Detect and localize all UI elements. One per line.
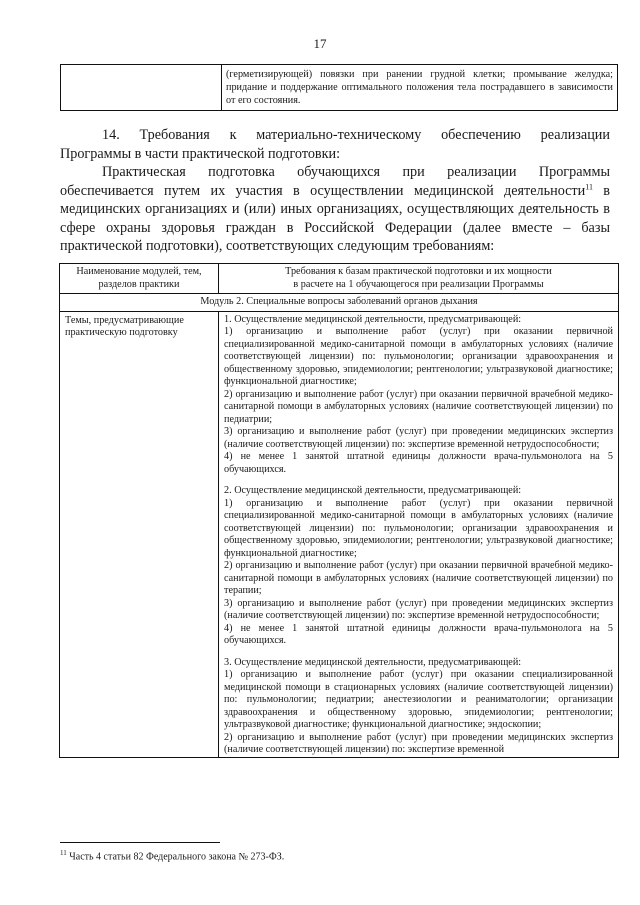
- empty-cell: [61, 65, 222, 111]
- requirements-table: [59, 263, 619, 758]
- block-title: 2. Осуществление медицинской деятельности, предусматривающей:: [224, 485, 522, 496]
- list-item: 4) не менее 1 занятой штатной единицы должности врача-пульмонолога на 5 обучающихся.: [224, 451, 613, 475]
- section-14-heading: [60, 126, 610, 163]
- requirements-block-3: [224, 657, 613, 757]
- header-requirements: [219, 264, 619, 294]
- list-item: 3) организацию и выполнение работ (услуг) при проведении медицинских экспертиз (наличие соответствующей лицензии) по: экспертизе временной нетрудоспособности;: [224, 597, 613, 621]
- block-title: 1. Осуществление медицинской деятельности, предусматривающей:: [224, 313, 522, 325]
- header-requirements-line1: Требования к базам практической подготовки и их мощности: [285, 266, 552, 277]
- table-header-row: [60, 264, 619, 294]
- list-item: 2) организацию и выполнение работ (услуг) при проведении медицинских экспертиз (наличие соответствующей лицензии) по: экспертизе временной: [224, 731, 613, 755]
- topic-cell: Темы, предусматривающие практическую подготовку: [60, 311, 219, 757]
- list-item: 3) организацию и выполнение работ (услуг) при проведении медицинских экспертиз (наличие соответствующей лицензии) по: экспертизе временной нетрудоспособности;: [224, 426, 613, 450]
- footnote-reference: 11: [585, 181, 593, 191]
- section-14-line2: Программы в части практической подготовки:: [60, 145, 341, 162]
- paragraph-text-after-ref: в медицинских организациях и (или) иных организациях, осуществляющих деятельность в сфере охраны здоровья граждан в Российской Федерации (далее вместе – базы практической подготовки), соответствующих следующим требованиям:: [60, 182, 610, 254]
- footnote: [60, 849, 284, 862]
- list-item: 1) организацию и выполнение работ (услуг) при оказании специализированной медицинской помощи в стационарных условиях (наличие соответствующей лицензии) по: пульмонологии; педиатрии; анестезиологии и реаниматологии; организации здравоохранения и общественному здоровью, эпидемиологии; рентгенологии; ультразвуковой диагностике; функциональной диагностике; эндоскопии;: [224, 669, 613, 730]
- continuation-table: [60, 64, 618, 111]
- header-modules: Наименование модулей, тем, разделов практики: [60, 264, 219, 294]
- module-row: [60, 294, 619, 312]
- list-item: 2) организацию и выполнение работ (услуг) при оказании первичной врачебной медико-санитарной помощи в амбулаторных условиях (наличие соответствующей лицензии) по терапии;: [224, 560, 613, 596]
- table-row: [60, 311, 619, 757]
- page-number: 17: [313, 36, 327, 51]
- requirements-block-1: [224, 314, 613, 477]
- practical-training-paragraph: [60, 163, 610, 256]
- footnote-text: Часть 4 статьи 82 Федерального закона № 273-ФЗ.: [66, 851, 285, 863]
- header-requirements-line2: в расчете на 1 обучающегося при реализации Программы: [293, 278, 544, 290]
- section-14-line1: 14. Требования к материально-техническому обеспечению реализации: [102, 127, 610, 143]
- list-item: 1) организацию и выполнение работ (услуг) при оказании первичной специализированной медико-санитарной помощи в амбулаторных условиях (наличие соответствующей лицензии) по: пульмонологии; организации здравоохранения и общественному здоровью, эпидемиологии; рентгенологии; ультразвуковой диагностике; функциональной диагностике;: [224, 497, 613, 559]
- footnote-mark: 11: [60, 849, 67, 857]
- table-row: [61, 65, 618, 111]
- requirements-cell: [219, 311, 619, 757]
- list-item: 2) организацию и выполнение работ (услуг) при оказании первичной врачебной медико-санитарной помощи в амбулаторных условиях (наличие соответствующей лицензии) по педиатрии;: [224, 388, 613, 425]
- paragraph-text-before-ref: Практическая подготовка обучающихся при реализации Программы обеспечивается путем их участия в осуществлении медицинской деятельности: [60, 164, 610, 199]
- requirements-block-2: [224, 485, 613, 648]
- list-item: 1) организацию и выполнение работ (услуг) при оказании первичной специализированной медико-санитарной помощи в амбулаторных условиях (наличие соответствующей лицензии) по: пульмонологии; организации здравоохранения и общественному здоровью, эпидемиологии; рентгенологии; ультразвуковой диагностике; функциональной диагностике;: [224, 326, 613, 387]
- block-title: 3. Осуществление медицинской деятельности, предусматривающей:: [224, 656, 522, 668]
- module-title: Модуль 2. Специальные вопросы заболеваний органов дыхания: [60, 294, 619, 312]
- footnote-divider: [60, 842, 220, 843]
- list-item: 4) не менее 1 занятой штатной единицы должности врача-пульмонолога на 5 обучающихся.: [224, 622, 613, 646]
- continuation-cell: (герметизирующей) повязки при ранении грудной клетки; промывание желудка; придание и поддержание оптимального положения тела пострадавшего в зависимости от его состояния.: [222, 65, 618, 111]
